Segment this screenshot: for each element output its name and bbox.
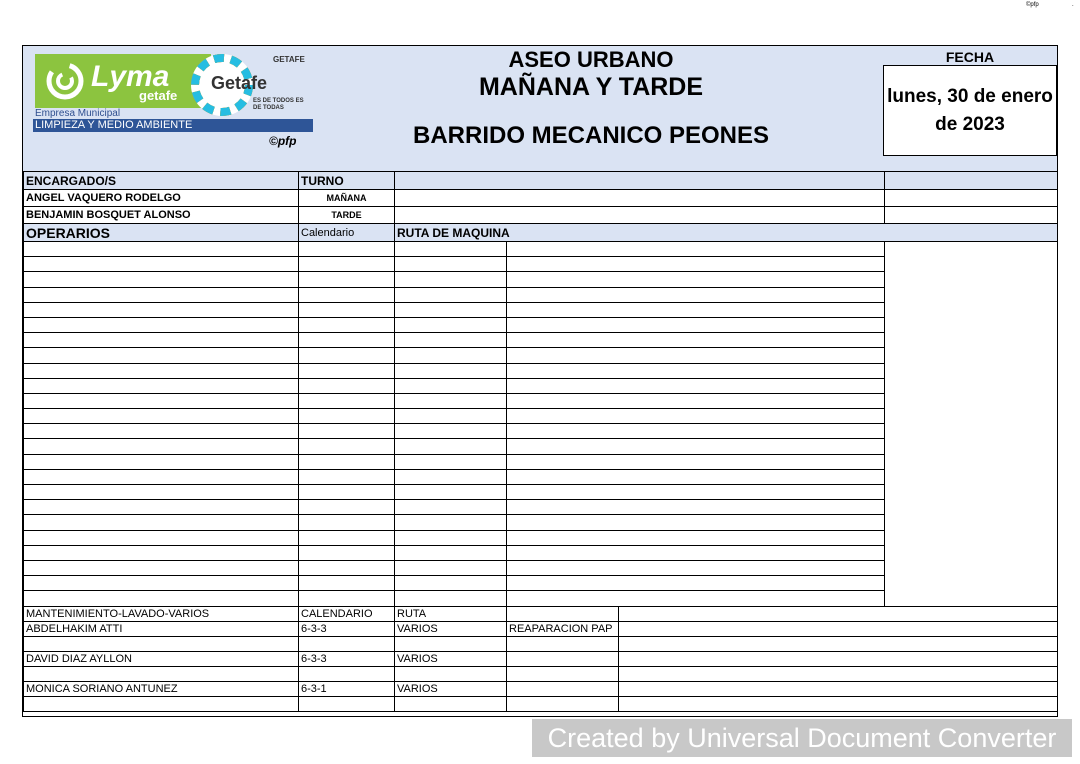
dot-mark: . <box>1072 2 1074 8</box>
cell <box>619 696 1058 711</box>
cell <box>395 591 507 606</box>
cell <box>395 576 507 591</box>
cell <box>395 469 507 484</box>
cell <box>507 515 885 530</box>
operario-row <box>24 333 1058 348</box>
cell <box>395 515 507 530</box>
encargado-row <box>24 190 1058 207</box>
mantenimiento-row <box>24 666 1058 681</box>
encargados-header-row <box>24 172 1058 190</box>
operario-row <box>24 591 1058 606</box>
cell <box>619 651 1058 666</box>
mantenimiento-row <box>24 636 1058 651</box>
cell <box>299 469 395 484</box>
operario-row <box>24 500 1058 515</box>
lyma-logo <box>35 54 211 108</box>
cell <box>24 272 299 287</box>
operario-row <box>24 545 1058 560</box>
roster-table <box>23 171 1058 712</box>
cell: 6-3-3 <box>299 651 395 666</box>
cell <box>395 257 507 272</box>
cell <box>619 621 1058 636</box>
operario-row <box>24 272 1058 287</box>
cell <box>24 287 299 302</box>
cell <box>395 363 507 378</box>
cell <box>24 454 299 469</box>
cell <box>299 242 395 257</box>
cell <box>507 378 885 393</box>
cell <box>299 424 395 439</box>
cell <box>24 545 299 560</box>
cell <box>507 317 885 332</box>
ruta-maquina-header: RUTA DE MAQUINA <box>395 224 1058 242</box>
cell <box>507 302 885 317</box>
title-aseo-urbano: ASEO URBANO <box>508 47 674 72</box>
cell <box>507 454 885 469</box>
title-manana-tarde: MAÑANA Y TARDE <box>478 73 704 101</box>
copyright-mark: ©pfp <box>1026 2 1039 8</box>
cell <box>24 363 299 378</box>
cell: DAVID DIAZ AYLLON <box>24 651 299 666</box>
turno-header: TURNO <box>299 172 395 190</box>
cell <box>395 333 507 348</box>
cell <box>507 485 885 500</box>
operario-row <box>24 242 1058 257</box>
cell <box>395 190 885 207</box>
cell <box>507 636 619 651</box>
cell <box>395 439 507 454</box>
cell <box>395 287 507 302</box>
cell <box>507 606 619 621</box>
cell <box>24 591 299 606</box>
cell <box>395 348 507 363</box>
cell <box>299 545 395 560</box>
cell <box>299 591 395 606</box>
cell <box>299 302 395 317</box>
cell <box>395 560 507 575</box>
operario-row <box>24 454 1058 469</box>
operario-row <box>24 257 1058 272</box>
cell: ABDELHAKIM ATTI <box>24 621 299 636</box>
cell <box>395 242 507 257</box>
operario-row <box>24 424 1058 439</box>
cell: MONICA SORIANO ANTUNEZ <box>24 681 299 696</box>
cell <box>24 302 299 317</box>
cell: REAPARACION PAP <box>507 621 619 636</box>
pfp-mark: ©pfp <box>269 134 297 148</box>
lyma-getafe-wordmark: getafe <box>139 88 178 103</box>
cell <box>299 500 395 515</box>
cell <box>24 242 299 257</box>
cell <box>395 666 507 681</box>
cell <box>619 606 1058 621</box>
cell <box>24 500 299 515</box>
empresa-municipal-text: Empresa Municipal <box>35 108 121 119</box>
cell: 6-3-1 <box>299 681 395 696</box>
cell <box>299 257 395 272</box>
cell <box>24 469 299 484</box>
cell <box>24 378 299 393</box>
cell <box>24 576 299 591</box>
cell <box>395 378 507 393</box>
cell <box>395 409 507 424</box>
cell <box>395 530 507 545</box>
cell <box>507 287 885 302</box>
cell <box>299 636 395 651</box>
operario-row <box>24 302 1058 317</box>
cell <box>885 207 1058 224</box>
operario-row <box>24 363 1058 378</box>
cell <box>24 696 299 711</box>
cell <box>507 257 885 272</box>
cell <box>24 317 299 332</box>
cell <box>299 378 395 393</box>
operario-row <box>24 348 1058 363</box>
cell <box>299 333 395 348</box>
cell <box>395 500 507 515</box>
calendario-header: Calendario <box>299 224 395 242</box>
cell <box>24 530 299 545</box>
lyma-wordmark: Lyma <box>91 60 170 93</box>
cell <box>507 469 885 484</box>
cell <box>619 666 1058 681</box>
cell: VARIOS <box>395 681 507 696</box>
cell <box>24 257 299 272</box>
cell <box>507 666 619 681</box>
cell <box>507 530 885 545</box>
cell <box>24 333 299 348</box>
cell <box>395 393 507 408</box>
cell <box>395 636 507 651</box>
cell <box>299 576 395 591</box>
lyma-swirl-icon <box>41 57 89 105</box>
encargados-header: ENCARGADO/S <box>24 172 299 190</box>
cell <box>885 172 1058 190</box>
cell <box>507 439 885 454</box>
cell: CALENDARIO <box>299 606 395 621</box>
cell <box>24 636 299 651</box>
es-de-todos-slogan: ES DE TODOS ES DE TODAS <box>253 98 304 111</box>
getafe-wordmark: Getafe <box>211 73 268 93</box>
cell <box>507 545 885 560</box>
cell <box>507 424 885 439</box>
cell <box>507 651 619 666</box>
getafe-town-label: GETAFE <box>273 55 305 64</box>
cell: MANTENIMIENTO-LAVADO-VARIOS <box>24 606 299 621</box>
fecha-label: FECHA <box>945 49 995 65</box>
mantenimiento-header-row <box>24 606 1058 621</box>
operario-row <box>24 485 1058 500</box>
converter-watermark: Created by Universal Document Converter <box>532 719 1072 757</box>
cell <box>299 439 395 454</box>
cell <box>395 424 507 439</box>
cell <box>299 348 395 363</box>
cell <box>507 560 885 575</box>
mantenimiento-row <box>24 621 1058 636</box>
cell <box>507 272 885 287</box>
header-band <box>23 46 1057 172</box>
cell <box>395 545 507 560</box>
cell: VARIOS <box>395 621 507 636</box>
cell <box>24 485 299 500</box>
cell <box>24 348 299 363</box>
cell <box>395 317 507 332</box>
encargado-turno: MAÑANA <box>299 190 395 207</box>
cell <box>885 190 1058 207</box>
cell <box>299 393 395 408</box>
cell <box>507 681 619 696</box>
fecha-value <box>883 65 1057 156</box>
encargado-turno: TARDE <box>299 207 395 224</box>
cell <box>507 393 885 408</box>
subtitle-barrido: BARRIDO MECANICO PEONES <box>412 122 770 149</box>
cell <box>395 172 885 190</box>
document-sheet <box>22 45 1058 717</box>
cell <box>299 363 395 378</box>
cell <box>507 333 885 348</box>
cell <box>299 409 395 424</box>
mantenimiento-row <box>24 651 1058 666</box>
operario-row <box>24 560 1058 575</box>
cell <box>619 636 1058 651</box>
cell <box>299 454 395 469</box>
mantenimiento-row <box>24 681 1058 696</box>
cell <box>395 207 885 224</box>
cell <box>619 681 1058 696</box>
operario-row <box>24 515 1058 530</box>
encargado-name: BENJAMIN BOSQUET ALONSO <box>24 207 299 224</box>
cell <box>395 485 507 500</box>
cell <box>507 363 885 378</box>
cell <box>299 515 395 530</box>
operarios-header-row <box>24 224 1058 242</box>
cell <box>24 439 299 454</box>
operario-row <box>24 317 1058 332</box>
operario-row <box>24 409 1058 424</box>
encargado-row <box>24 207 1058 224</box>
operario-row <box>24 576 1058 591</box>
operarios-header: OPERARIOS <box>24 224 299 242</box>
cell <box>507 500 885 515</box>
cell <box>299 560 395 575</box>
cell <box>299 666 395 681</box>
operario-row <box>24 530 1058 545</box>
cell <box>299 530 395 545</box>
cell <box>395 454 507 469</box>
cell <box>299 317 395 332</box>
cell: 6-3-3 <box>299 621 395 636</box>
cell <box>395 302 507 317</box>
cell <box>507 242 885 257</box>
cell <box>24 515 299 530</box>
limpieza-medio-ambiente-bar: LIMPIEZA Y MEDIO AMBIENTE <box>33 119 313 132</box>
cell <box>395 272 507 287</box>
cell <box>24 424 299 439</box>
operario-row <box>24 287 1058 302</box>
operario-row <box>24 393 1058 408</box>
cell <box>24 393 299 408</box>
cell: RUTA <box>395 606 507 621</box>
cell <box>507 696 619 711</box>
cell <box>24 560 299 575</box>
encargado-name: ANGEL VAQUERO RODELGO <box>24 190 299 207</box>
cell <box>299 485 395 500</box>
cell <box>507 348 885 363</box>
cell <box>507 591 885 606</box>
operario-row <box>24 469 1058 484</box>
cell <box>24 409 299 424</box>
cell <box>507 576 885 591</box>
mantenimiento-row <box>24 696 1058 711</box>
cell <box>507 409 885 424</box>
operario-row <box>24 439 1058 454</box>
cell <box>24 666 299 681</box>
fecha-text: lunes, 30 de enero de 2023 <box>887 85 1053 135</box>
cell: VARIOS <box>395 651 507 666</box>
operario-row <box>24 378 1058 393</box>
cell <box>299 272 395 287</box>
cell <box>395 696 507 711</box>
cell <box>299 287 395 302</box>
cell <box>299 696 395 711</box>
